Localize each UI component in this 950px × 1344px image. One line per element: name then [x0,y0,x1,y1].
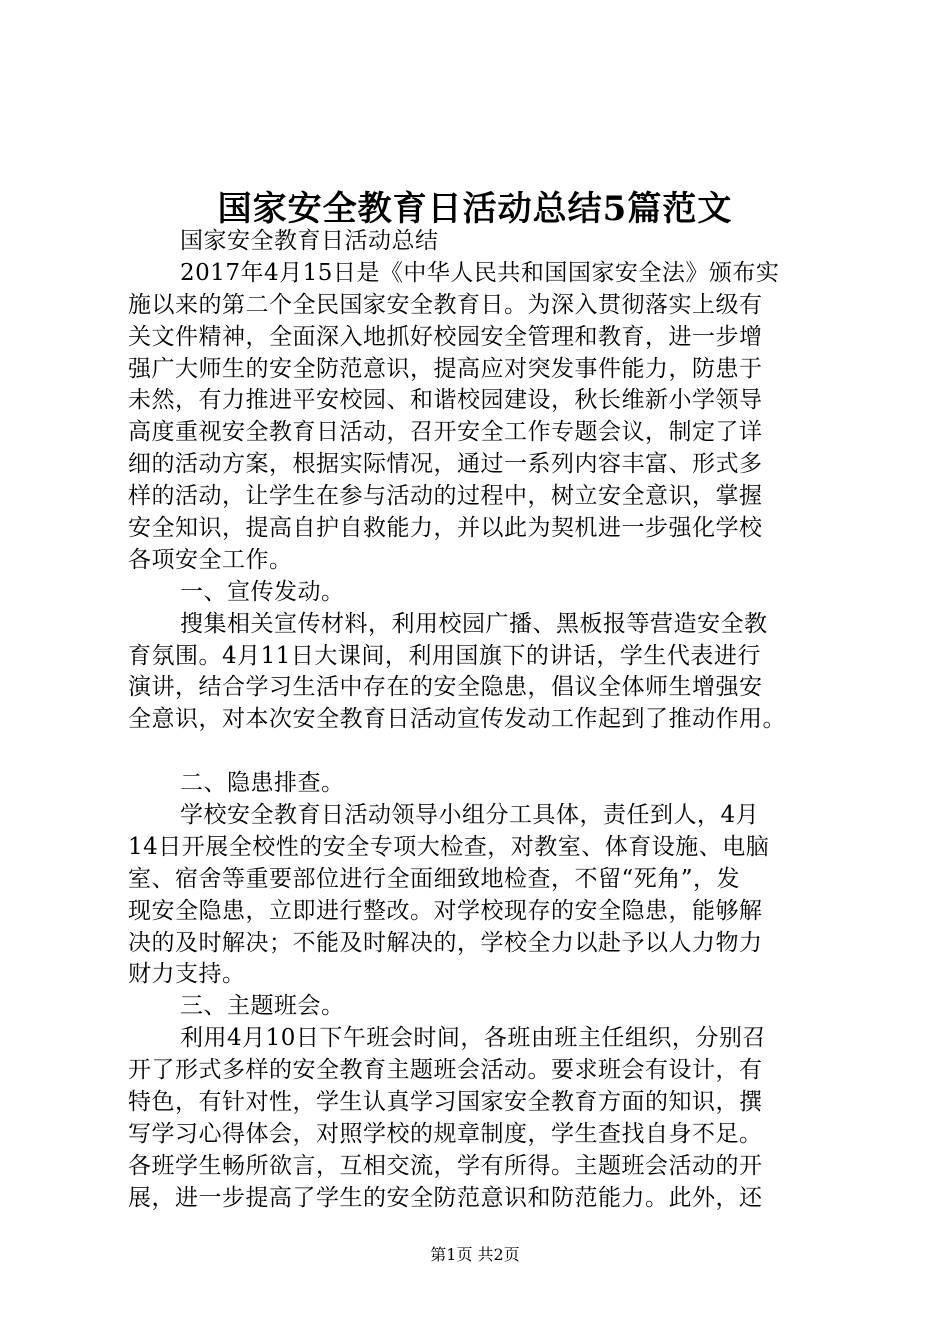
text-line: 各项安全工作。 [128,546,293,573]
text-line: 施以来的第二个全民国家安全教育日。为深入贯彻落实上级有 [128,291,763,318]
text-line: 特色，有针对性，学生认真学习国家安全教育方面的知识，撰 [128,1089,763,1116]
text-line: 现安全隐患，立即进行整改。对学校现存的安全隐患，能够解 [128,897,763,924]
text-line: 利用4月10日下午班会时间，各班由班主任组织，分别召 [180,1025,766,1052]
text-line: 样的活动，让学生在参与活动的过程中，树立安全意识，掌握 [128,483,763,510]
text-line: 强广大师生的安全防范意识，提高应对突发事件能力，防患于 [128,355,763,382]
page-footer: 第1页 共2页 [430,1245,520,1264]
text-line: 学校安全教育日活动领导小组分工具体，责任到人，4月 [180,802,760,829]
text-line: 未然，有力推进平安校园、和谐校园建设，秋长维新小学领导 [128,387,763,414]
text-line: 决的及时解决；不能及时解决的，学校全力以赴予以人力物力 [128,929,763,956]
text-line: 一、宣传发动。 [180,578,345,605]
text-line: 室、宿舍等重要部位进行全面细致地检查，不留“死角”，发 [128,865,741,892]
text-line: 关文件精神，全面深入地抓好校园安全管理和教育，进一步增 [128,323,763,350]
text-line: 各班学生畅所欲言，互相交流，学有所得。主题班会活动的开 [128,1152,763,1179]
text-line: 写学习心得体会，对照学校的规章制度，学生查找自身不足。 [128,1120,763,1147]
text-line: 财力支持。 [128,961,246,988]
text-line: 展，进一步提高了学生的安全防范意识和防范能力。此外，还 [128,1184,763,1211]
text-line: 细的活动方案，根据实际情况，通过一系列内容丰富、形式多 [128,451,763,478]
document-title: 国家安全教育日活动总结5篇范文 [217,189,733,229]
document-body [128,226,848,1215]
text-line: 14日开展全校性的安全专项大检查，对教室、体育设施、电脑 [128,833,770,860]
text-line: 安全知识，提高自护自救能力，并以此为契机进一步强化学校 [128,515,763,542]
text-line: 二、隐患排查。 [180,770,345,797]
text-line: 搜集相关宣传材料，利用校园广播、黑板报等营造安全教 [180,610,768,637]
text-line: 国家安全教育日活动总结 [180,228,439,254]
text-line: 高度重视安全教育日活动，召开安全工作专题会议，制定了详 [128,419,763,446]
text-line: 开了形式多样的安全教育主题班会活动。要求班会有设计，有 [128,1057,763,1084]
blank-line [128,736,848,768]
text-line: 三、主题班会。 [180,993,345,1020]
text-line: 2017年4月15日是《中华人民共和国国家安全法》颁布实 [180,259,780,286]
text-line: 演讲，结合学习生活中存在的安全隐患，倡议全体师生增强安 [128,674,763,701]
text-line: 全意识，对本次安全教育日活动宣传发动工作起到了推动作用。 [128,706,786,733]
text-line: 育氛围。4月11日大课间，利用国旗下的讲话，学生代表进行 [128,642,761,669]
